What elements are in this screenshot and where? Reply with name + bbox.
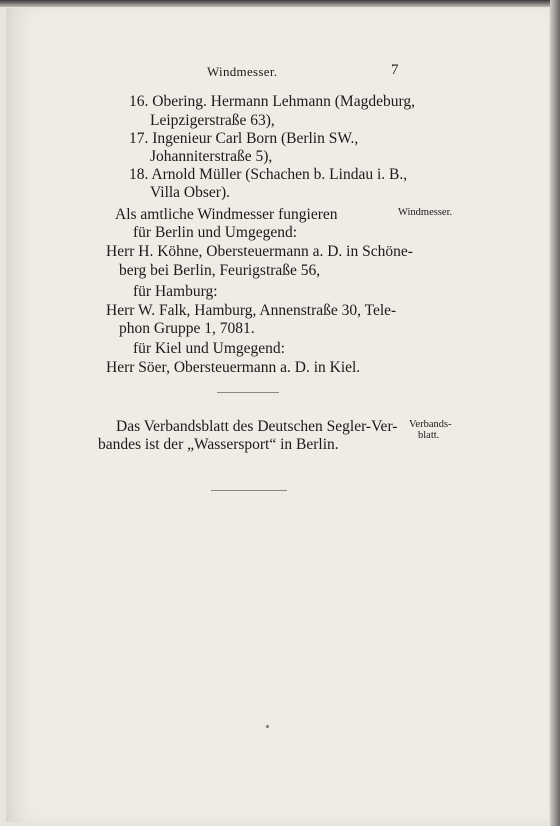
list-item-16-line1: 16. Obering. Hermann Lehmann (Magdeburg, (129, 93, 415, 110)
list-item-16-line2: Leipzigerstraße 63), (150, 112, 275, 129)
berlin-line-1: Herr H. Köhne, Obersteuermann a. D. in Schöne- (106, 243, 413, 260)
hamburg-line-1: Herr W. Falk, Hamburg, Annenstraße 30, Tele- (106, 302, 397, 319)
page-number: 7 (391, 62, 399, 78)
margin-note-windmesser: Windmesser. (398, 207, 453, 218)
margin-note-verbandsblatt-2: blatt. (418, 430, 440, 441)
running-title: Windmesser. (207, 64, 278, 79)
section-divider-2 (211, 490, 287, 491)
windmesser-intro: Als amtliche Windmesser fungieren (115, 206, 338, 223)
list-item-17-line1: 17. Ingenieur Carl Born (Berlin SW., (129, 130, 359, 147)
spine-shadow (550, 0, 560, 826)
verbandsblatt-line-1: Das Verbandsblatt des Deutschen Segler-Ver- (116, 418, 398, 435)
berlin-line-2: berg bei Berlin, Feurigstraße 56, (119, 262, 321, 279)
margin-note-verbandsblatt-1: Verbands- (409, 419, 452, 430)
verbandsblatt-line-2: bandes ist der „Wassersport“ in Berlin. (98, 436, 339, 453)
berlin-label: für Berlin und Umgegend: (133, 224, 298, 241)
hamburg-label: für Hamburg: (133, 283, 218, 300)
list-item-17-line2: Johanniterstraße 5), (150, 148, 273, 165)
list-item-18-line2: Villa Obser). (150, 184, 230, 201)
kiel-label: für Kiel und Umgegend: (133, 340, 285, 357)
section-divider-1 (217, 392, 279, 393)
page-top-edge (0, 0, 560, 7)
kiel-line-1: Herr Söer, Obersteuermann a. D. in Kiel. (106, 359, 361, 376)
list-item-18-line1: 18. Arnold Müller (Schachen b. Lindau i. B., (129, 166, 408, 183)
hamburg-line-2: phon Gruppe 1, 7081. (119, 320, 255, 337)
paper-speck (266, 725, 269, 728)
